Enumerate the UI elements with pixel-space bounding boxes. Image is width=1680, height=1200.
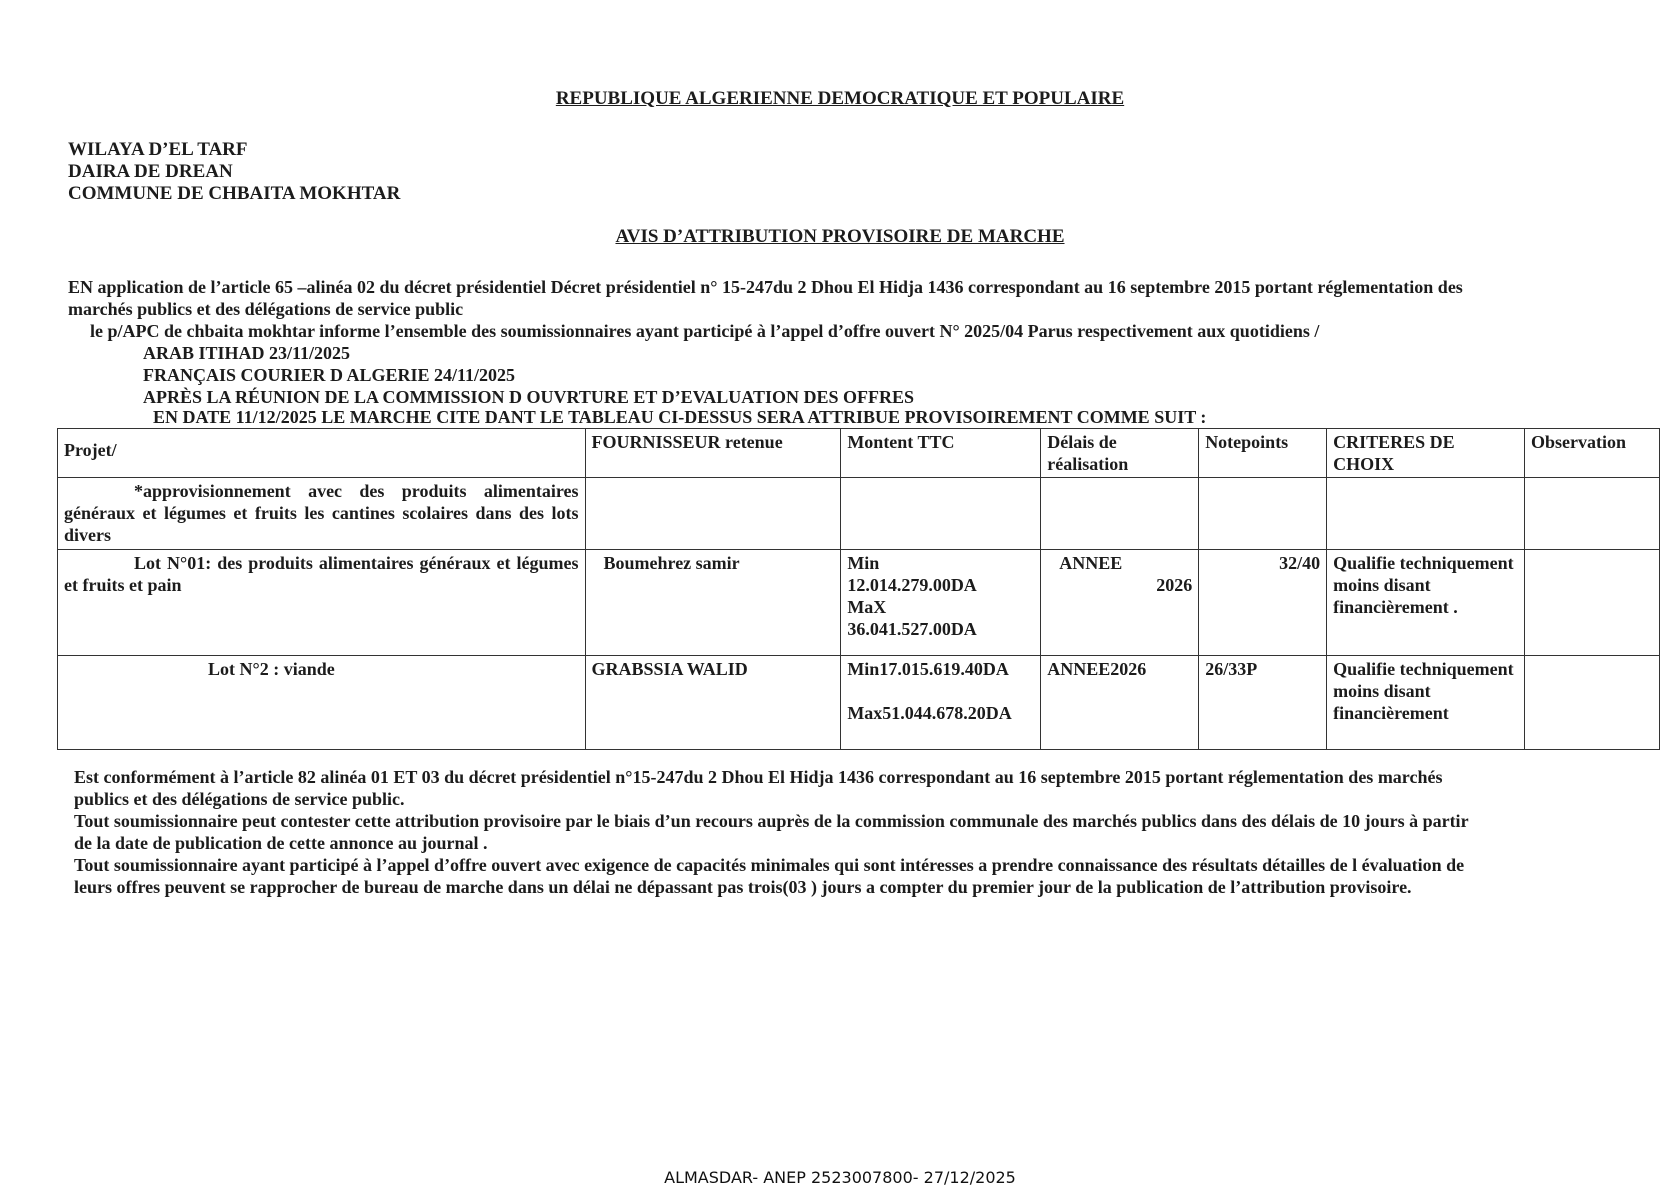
montant-max: Max51.044.678.20DA [847,703,1012,723]
montant-min: Min17.015.619.40DA [847,659,1009,679]
cell-projet: *approvisionnement avec des produits alimentaires généraux et légumes et fruits les cantines scolaires dans des lots divers [58,478,586,550]
table-row [58,656,1660,750]
publication-footer: ALMASDAR- ANEP 2523007800- 27/12/2025 [664,1168,1016,1187]
table-row [58,550,1660,656]
header-observation: Observation [1525,429,1660,478]
closing-p1-line1: Est conformément à l’article 82 alinéa 01 ET 03 du décret présidentiel n°15-247du 2 Dhou El Hidja 1436 correspondant au 16 septembre 2015 portant réglementation des marchés [74,767,1443,787]
closing-paragraphs [74,766,1664,898]
cell-projet: Lot N°01: des produits alimentaires généraux et légumes et fruits et pain [58,550,586,656]
cell-montant [841,550,1041,656]
header-montant: Montent TTC [841,429,1041,478]
table-header-row [58,429,1660,478]
intro-line-3: le p/APC de chbaita mokhtar informe l’ensemble des soumissionnaires ayant participé à l’appel d’offre ouvert N° 2025/04 Parus respectivement aux quotidiens / [90,321,1320,341]
header-projet: Projet/ [58,429,586,478]
montant-min-value: 12.014.279.00DA [847,575,977,595]
header-notepoints: Notepoints [1199,429,1327,478]
closing-p2-line2: de la date de publication de cette annonce au journal . [74,833,488,853]
montant-max-value: 36.041.527.00DA [847,619,977,639]
newspaper-2: FRANÇAIS COURIER D ALGERIE 24/11/2025 [143,365,516,385]
cell-montant [841,478,1041,550]
intro-paragraph [68,276,1658,426]
cell-delais [1041,550,1199,656]
cell-criteres: Qualifie techniquement moins disant financièrement . [1327,550,1525,656]
cell-delais [1041,478,1199,550]
cell-criteres: Qualifie techniquement moins disant financièrement [1327,656,1525,750]
montant-max-label: MaX [847,597,887,617]
document-title-text: AVIS D’ATTRIBUTION PROVISOIRE DE MARCHE [615,226,1065,247]
attribution-table [57,428,1660,750]
montant-min-label: Min [847,553,880,573]
republic-text: REPUBLIQUE ALGERIENNE DEMOCRATIQUE ET POPULAIRE [555,88,1125,109]
delais-year: 2026 [1156,575,1193,595]
cell-note: 32/40 [1199,550,1327,656]
table-row [58,478,1660,550]
closing-p1-line2: publics et des délégations de service public. [74,789,405,809]
cell-observation [1525,550,1660,656]
header-fournisseur: FOURNISSEUR retenue [585,429,841,478]
cell-montant [841,656,1041,750]
cell-note [1199,478,1327,550]
intro-line-2: marchés publics et des délégations de service public [68,299,464,319]
cell-note: 26/33P [1199,656,1327,750]
republic-heading [0,88,1680,110]
cell-observation [1525,478,1660,550]
cell-fournisseur: GRABSSIA WALID [585,656,841,750]
cell-delais: ANNEE2026 [1041,656,1199,750]
header-delais: Délais de réalisation [1041,429,1199,478]
cell-projet: Lot N°2 : viande [58,656,586,750]
cell-observation [1525,656,1660,750]
cell-fournisseur: Boumehrez samir [585,550,841,656]
newspaper-1: ARAB ITIHAD 23/11/2025 [143,343,351,363]
cell-fournisseur [585,478,841,550]
closing-p2-line1: Tout soumissionnaire peut contester cette attribution provisoire par le biais d’un recours auprès de la commission communale des marchés publics dans des délais de 10 jours à partir [74,811,1469,831]
delais-label: ANNEE [1059,553,1123,573]
intro-line-4: APRÈS LA RÉUNION DE LA COMMISSION D OUVRTURE ET D’EVALUATION DES OFFRES [143,387,914,407]
intro-line-5: EN DATE 11/12/2025 LE MARCHE CITE DANT LE TABLEAU CI-DESSUS SERA ATTRIBUE PROVISOIREMENT COMME SUIT : [153,407,1207,427]
commune: COMMUNE DE CHBAITA MOKHTAR [68,183,401,204]
document-title [0,226,1680,248]
header-criteres: CRITERES DE CHOIX [1327,429,1525,478]
wilaya: WILAYA D’EL TARF [68,139,248,160]
closing-p3-line2: leurs offres peuvent se rapprocher de bureau de marche dans un délai ne dépassant pas trois(03 ) jours a compter du premier jour de la publication de l’attribution provisoire. [74,877,1412,897]
issuer-block [68,139,400,205]
cell-criteres [1327,478,1525,550]
intro-line-1: EN application de l’article 65 –alinéa 02 du décret présidentiel Décret présidentiel n° 15-247du 2 Dhou El Hidja 1436 correspondant au 16 septembre 2015 portant réglementation des [68,277,1463,297]
daira: DAIRA DE DREAN [68,161,233,182]
closing-p3-line1: Tout soumissionnaire ayant participé à l’appel d’offre ouvert avec exigence de capacités minimales qui sont intéresses a prendre connaissance des résultats détailles de l évaluation de [74,855,1465,875]
